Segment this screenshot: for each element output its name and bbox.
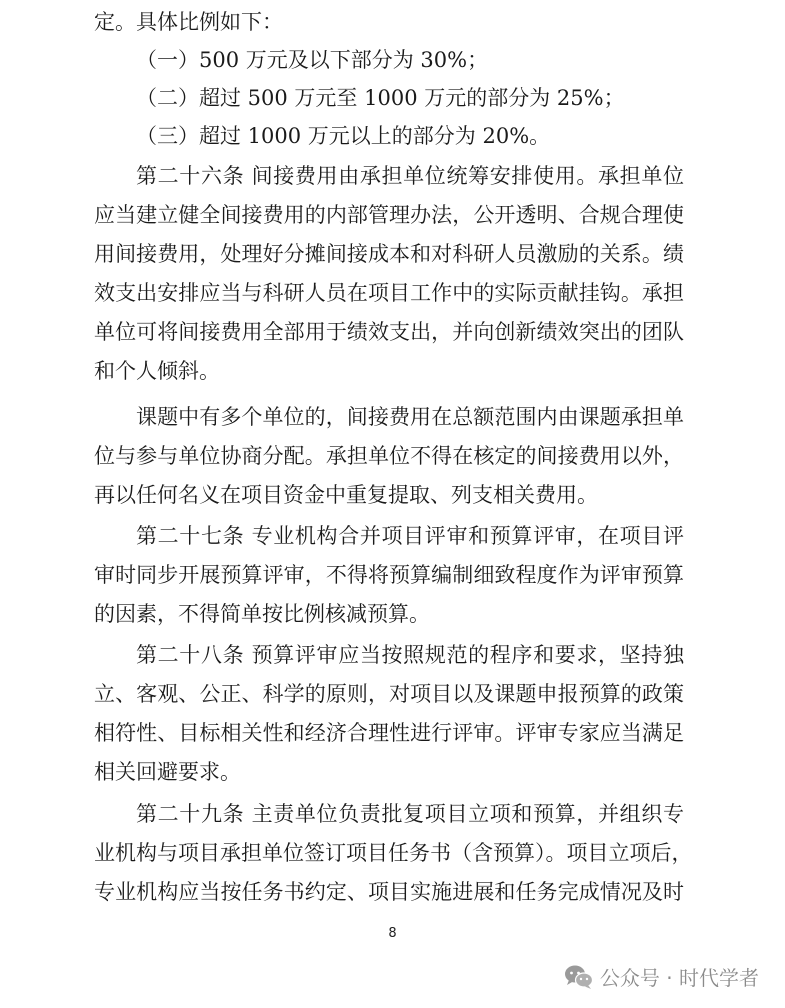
list-item: （三）超过 1000 万元以上的部分为 20%。 bbox=[136, 124, 551, 148]
text-line: 位与参与单位协商分配。承担单位不得在核定的间接费用以外， bbox=[94, 444, 684, 468]
text-line: 再以任何名义在项目资金中重复提取、列支相关费用。 bbox=[94, 483, 598, 507]
article-29-heading-line: 第二十九条 主责单位负责批复项目立项和预算，并组织专 bbox=[136, 802, 684, 826]
text-line: 的因素，不得简单按比例核减预算。 bbox=[94, 602, 430, 626]
text-line: 定。具体比例如下： bbox=[94, 10, 283, 34]
text-line: 和个人倾斜。 bbox=[94, 359, 220, 383]
article-27-heading-line: 第二十七条 专业机构合并项目评审和预算评审，在项目评 bbox=[136, 524, 684, 548]
watermark-text: 公众号 · 时代学者 bbox=[599, 966, 759, 990]
paragraph-first-line: 课题中有多个单位的，间接费用在总额范围内由课题承担单 bbox=[136, 405, 684, 429]
text-line: 效支出安排应当与科研人员在项目工作中的实际贡献挂钩。承担 bbox=[94, 281, 684, 305]
text-line: 应当建立健全间接费用的内部管理办法，公开透明、合规合理使 bbox=[94, 203, 684, 227]
list-item: （二）超过 500 万元至 1000 万元的部分为 25%； bbox=[136, 86, 625, 110]
text-line: 审时同步开展预算评审，不得将预算编制细致程度作为评审预算 bbox=[94, 563, 684, 587]
page-number: 8 bbox=[388, 926, 397, 941]
text-line: 业机构与项目承担单位签订项目任务书（含预算）。项目立项后， bbox=[94, 841, 693, 865]
article-26-heading-line: 第二十六条 间接费用由承担单位统筹安排使用。承担单位 bbox=[136, 164, 684, 188]
text-line: 单位可将间接费用全部用于绩效支出，并向创新绩效突出的团队 bbox=[94, 320, 684, 344]
watermark bbox=[564, 962, 759, 991]
text-line: 用间接费用，处理好分摊间接成本和对科研人员激励的关系。绩 bbox=[94, 242, 684, 266]
text-line: 立、客观、公正、科学的原则，对项目以及课题申报预算的政策 bbox=[94, 682, 684, 706]
text-line: 相符性、目标相关性和经济合理性进行评审。评审专家应当满足 bbox=[94, 721, 684, 745]
wechat-icon bbox=[564, 964, 594, 990]
text-line: 专业机构应当按任务书约定、项目实施进展和任务完成情况及时 bbox=[94, 880, 684, 904]
text-line: 相关回避要求。 bbox=[94, 760, 241, 784]
list-item: （一）500 万元及以下部分为 30%； bbox=[136, 48, 489, 72]
article-28-heading-line: 第二十八条 预算评审应当按照规范的程序和要求，坚持独 bbox=[136, 643, 684, 667]
